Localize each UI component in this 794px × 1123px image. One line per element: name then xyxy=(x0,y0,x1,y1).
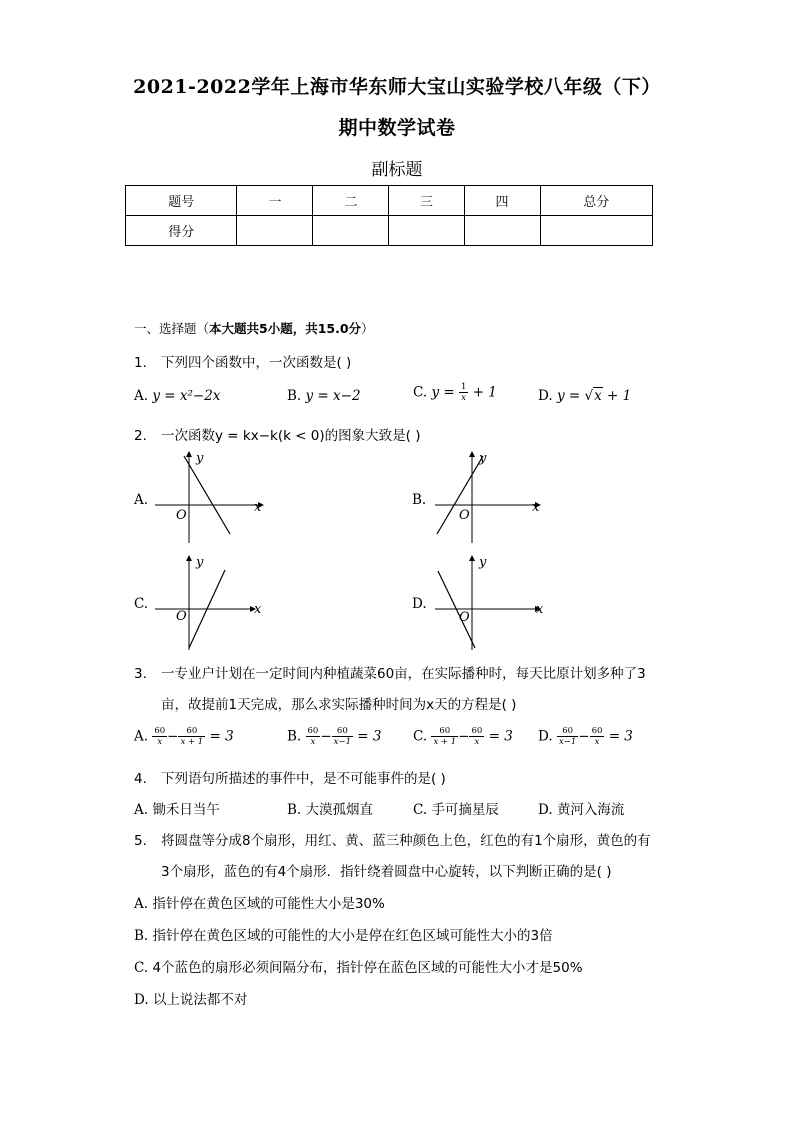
q1-option-d[interactable]: D. y = √x + 1 xyxy=(538,388,632,404)
fraction: $\frac{60}{x + 1}$ xyxy=(433,726,457,747)
q4-option-d[interactable]: D. 黄河入海流 xyxy=(538,802,625,818)
score-input-cell[interactable] xyxy=(313,216,389,246)
origin-label: O xyxy=(176,508,187,523)
x-label: x xyxy=(254,500,262,515)
question-5-line2 xyxy=(161,860,612,880)
q1-option-c[interactable]: C. y = $\frac{1}{x}$ + 1 xyxy=(413,382,497,403)
score-table-score-row xyxy=(126,216,653,246)
question-3-line2 xyxy=(161,693,516,713)
q4-option-b[interactable]: B. 大漠孤烟直 xyxy=(287,802,374,818)
question-number: 5. xyxy=(134,833,147,849)
y-label: y xyxy=(479,451,487,466)
y-axis-arrow xyxy=(469,555,475,561)
question-1 xyxy=(134,351,351,371)
q5-option-c[interactable]: C. 4个蓝色的扇形必须间隔分布，指针停在蓝色区域的可能性大小才是50% xyxy=(134,960,583,976)
question-4 xyxy=(134,767,446,787)
question-5 xyxy=(134,829,651,849)
origin-label: O xyxy=(459,508,470,523)
sqrt-sign: √ xyxy=(584,388,594,404)
question-text-line2: 亩，故提前1天完成，那么求实际播种时间为x天的方程是( ) xyxy=(161,697,517,713)
fraction: $\frac{60}{x}$ xyxy=(471,726,483,747)
exam-title-line1: 2021-2022学年上海市华东师大宝山实验学校八年级（下） xyxy=(133,76,661,98)
q2-option-a-label[interactable]: A. xyxy=(134,492,149,508)
score-input-cell[interactable] xyxy=(540,216,652,246)
x-label: x xyxy=(532,500,540,515)
q2-option-c-label[interactable]: C. xyxy=(134,596,149,612)
question-number: 3. xyxy=(134,666,147,682)
q4-option-a[interactable]: A. 锄禾日当午 xyxy=(134,802,220,818)
question-text: 下列四个函数中，一次函数是( ) xyxy=(161,355,352,371)
question-text-line1: 将圆盘等分成8个扇形，用红、黄、蓝三种颜色上色，红色的有1个扇形，黄色的有 xyxy=(161,833,651,849)
y-axis-arrow xyxy=(186,555,192,561)
question-number: 2. xyxy=(134,428,147,444)
score-table xyxy=(125,185,653,246)
q2-option-d-label[interactable]: D. xyxy=(412,596,427,612)
score-input-cell[interactable] xyxy=(389,216,464,246)
question-3 xyxy=(134,662,646,682)
q2-option-b-label[interactable]: B. xyxy=(412,492,427,508)
y-axis-arrow xyxy=(186,451,192,457)
q3-option-d[interactable]: D. $\frac{60}{x-1}$ − $\frac{60}{x}$ = 3 xyxy=(538,726,633,747)
q5-option-b[interactable]: B. 指针停在黄色区域的可能性的大小是停在红色区域可能性大小的3倍 xyxy=(134,928,553,944)
q2-graph-d[interactable] xyxy=(430,552,550,652)
function-line xyxy=(184,456,230,534)
y-label: y xyxy=(479,555,487,570)
fraction: $\frac{60}{x}$ xyxy=(591,726,603,747)
score-cell: 得分 xyxy=(126,216,237,246)
score-cell: 题号 xyxy=(126,186,237,216)
q2-graph-a[interactable] xyxy=(150,448,270,548)
score-table-header-row xyxy=(126,186,653,216)
question-text-line2: 3个扇形，蓝色的有4个扇形．指针绕着圆盘中心旋转，以下判断正确的是( ) xyxy=(161,864,612,880)
q2-graph-b[interactable] xyxy=(430,448,550,548)
question-text: 下列语句所描述的事件中，是不可能事件的是( ) xyxy=(161,771,446,787)
fraction: $\frac{60}{x}$ xyxy=(154,726,166,747)
origin-label: O xyxy=(176,609,187,624)
q3-option-b[interactable]: B. $\frac{60}{x}$ − $\frac{60}{x-1}$ = 3 xyxy=(287,726,382,747)
fraction: $\frac{1}{x}$ xyxy=(460,382,467,403)
q5-option-d[interactable]: D. 以上说法都不对 xyxy=(134,992,248,1008)
score-input-cell[interactable] xyxy=(464,216,540,246)
q2-graph-c[interactable] xyxy=(150,552,270,652)
section-heading: 一、选择题（本大题共5小题，共15.0分） xyxy=(134,321,374,336)
score-cell: 总分 xyxy=(540,186,652,216)
question-number: 4. xyxy=(134,771,147,787)
question-number: 1. xyxy=(134,355,147,371)
fraction: $\frac{60}{x}$ xyxy=(307,726,319,747)
q3-option-a[interactable]: A. $\frac{60}{x}$ − $\frac{60}{x + 1}$ = 3 xyxy=(134,726,234,747)
y-axis-arrow xyxy=(469,451,475,457)
question-text: 一次函数y = kx−k(k < 0)的图象大致是( ) xyxy=(161,428,421,444)
exam-title-line2: 期中数学试卷 xyxy=(338,117,456,139)
q1-option-b[interactable]: B. y = x−2 xyxy=(287,388,361,404)
fraction: $\frac{60}{x-1}$ xyxy=(558,726,577,747)
x-label: x xyxy=(536,602,544,617)
y-label: y xyxy=(196,555,204,570)
score-cell: 三 xyxy=(389,186,464,216)
score-cell: 四 xyxy=(464,186,540,216)
fraction: $\frac{60}{x-1}$ xyxy=(333,726,351,747)
score-input-cell[interactable] xyxy=(237,216,313,246)
fraction: $\frac{60}{x + 1}$ xyxy=(180,726,204,747)
score-cell: 二 xyxy=(313,186,389,216)
q1-option-a[interactable]: A. y = x²−2x xyxy=(134,388,221,404)
x-label: x xyxy=(254,602,262,617)
score-cell: 一 xyxy=(237,186,313,216)
q4-option-c[interactable]: C. 手可摘星辰 xyxy=(413,802,499,818)
q5-option-a[interactable]: A. 指针停在黄色区域的可能性大小是30% xyxy=(134,896,385,912)
origin-label: O xyxy=(459,610,470,625)
question-text-line1: 一专业户计划在一定时间内种植蔬菜60亩，在实际播种时，每天比原计划多种了3 xyxy=(161,666,646,682)
exam-subtitle: 副标题 xyxy=(371,160,423,180)
question-2 xyxy=(134,424,420,444)
y-label: y xyxy=(196,451,204,466)
q3-option-c[interactable]: C. $\frac{60}{x + 1}$ − $\frac{60}{x}$ = 3 xyxy=(413,726,513,747)
